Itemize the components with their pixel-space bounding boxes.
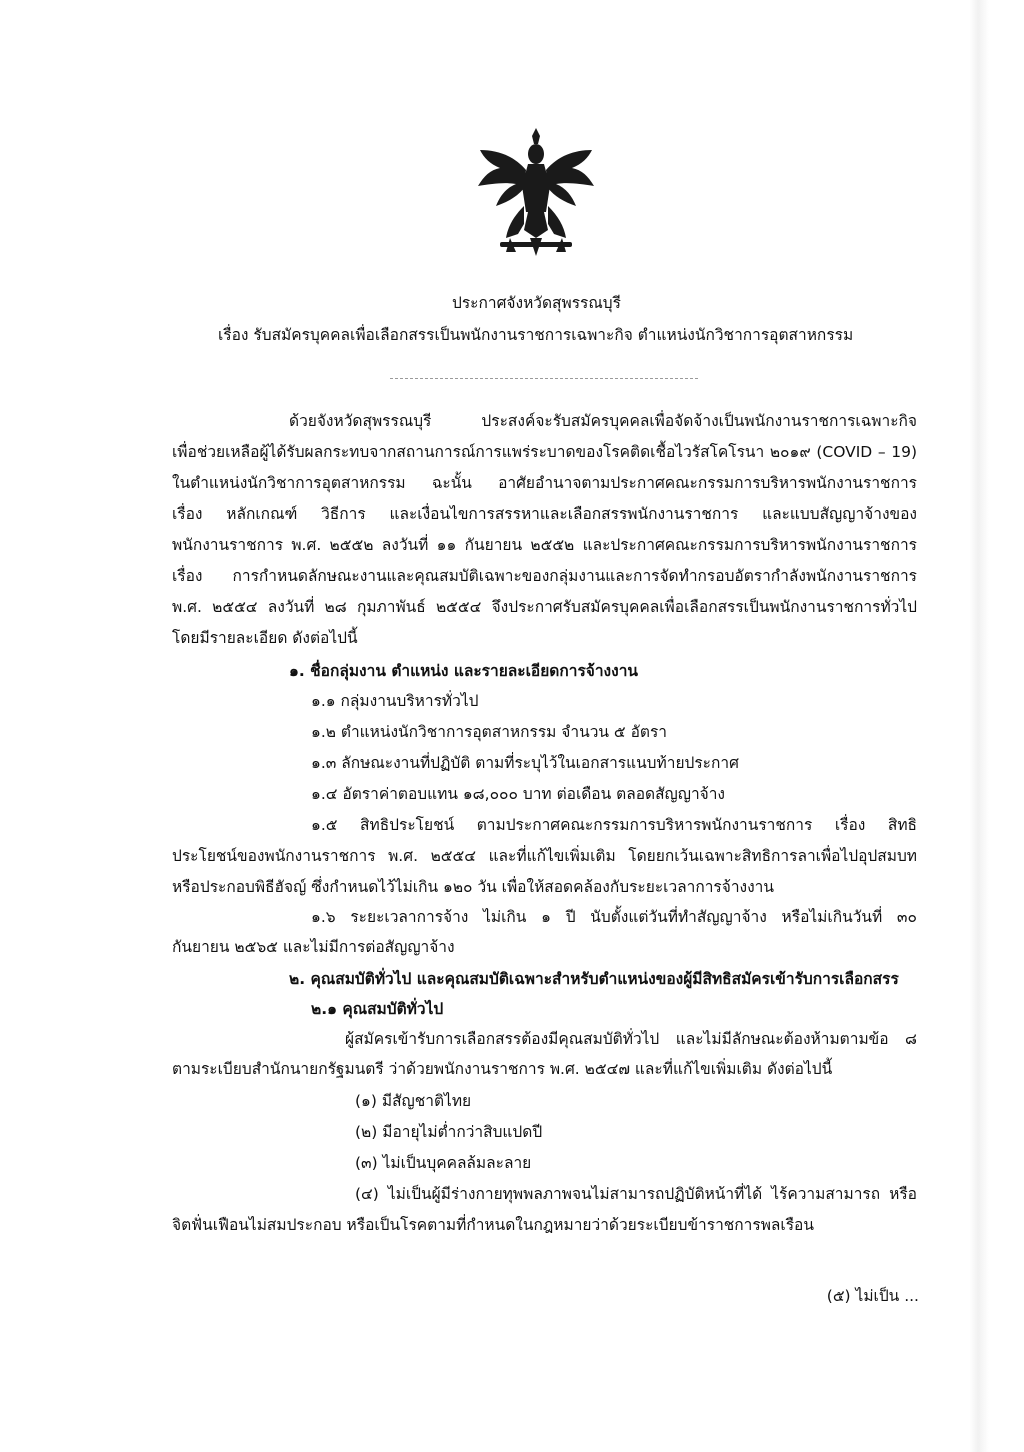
intro-line: เรื่อง หลักเกณฑ์ วิธีการ และเงื่อนไขการสรรหาและเลือกสรรพนักงานราชการ และแบบสัญญาจ้างของ xyxy=(172,505,917,523)
item-1-5-cont: หรือประกอบพิธีฮัจญ์ ซึ่งกำหนดไว้ไม่เกิน ๑๒๐ วัน เพื่อให้สอดคล้องกับระยะเวลาการจ้างงาน xyxy=(172,878,774,896)
item-1-2: ๑.๒ ตำแหน่งนักวิชาการอุตสาหกรรม จำนวน ๕ อัตรา xyxy=(311,723,667,741)
document-title: ประกาศจังหวัดสุพรรณบุรี xyxy=(452,294,621,312)
item-1-6: ๑.๖ ระยะเวลาการจ้าง ไม่เกิน ๑ ปี นับตั้งแต่วันที่ทำสัญญาจ้าง หรือไม่เกินวันที่ ๓๐ xyxy=(311,908,917,926)
intro-line: ด้วยจังหวัดสุพรรณบุรี ประสงค์จะรับสมัครบุคคลเพื่อจัดจ้างเป็นพนักงานราชการเฉพาะกิจ xyxy=(289,412,917,430)
qualification-item: (๒) มีอายุไม่ต่ำกว่าสิบแปดปี xyxy=(355,1123,543,1141)
item-1-5-cont: ประโยชน์ของพนักงานราชการ พ.ศ. ๒๕๕๔ และที่แก้ไขเพิ่มเติม โดยยกเว้นเฉพาะสิทธิการลาเพื่อไปอุปสมบท xyxy=(172,847,917,865)
intro-line: เรื่อง การกำหนดลักษณะงานและคุณสมบัติเฉพาะของกลุ่มงานและการจัดทำกรอบอัตรากำลังพนักงานราชการ xyxy=(172,567,917,585)
item-1-4: ๑.๔ อัตราค่าตอบแทน ๑๘,๐๐๐ บาท ต่อเดือน ตลอดสัญญาจ้าง xyxy=(311,785,726,803)
item-1-1: ๑.๑ กลุ่มงานบริหารทั่วไป xyxy=(311,692,479,710)
page-continuation: (๕) ไม่เป็น ... xyxy=(826,1287,919,1305)
qualification-item: (๑) มีสัญชาติไทย xyxy=(355,1092,472,1110)
intro-line: พนักงานราชการ พ.ศ. ๒๕๕๒ ลงวันที่ ๑๑ กันยายน ๒๕๕๒ และประกาศคณะกรรมการบริหารพนักงานราชการ xyxy=(172,536,917,554)
page-edge-shadow xyxy=(936,0,1024,1452)
item-1-3: ๑.๓ ลักษณะงานที่ปฏิบัติ ตามที่ระบุไว้ในเอกสารแนบท้ายประกาศ xyxy=(311,754,739,772)
item-1-6-cont: กันยายน ๒๕๖๕ และไม่มีการต่อสัญญาจ้าง xyxy=(172,938,455,956)
section-2-1-paragraph: ผู้สมัครเข้ารับการเลือกสรรต้องมีคุณสมบัติทั่วไป และไม่มีลักษณะต้องห้ามตามข้อ ๘ xyxy=(345,1030,917,1048)
qualification-item: (๔) ไม่เป็นผู้มีร่างกายทุพพลภาพจนไม่สามารถปฏิบัติหน้าที่ได้ ไร้ความสามารถ หรือ xyxy=(355,1185,917,1203)
title-divider xyxy=(390,378,698,379)
garuda-emblem-icon xyxy=(470,126,602,258)
section-2-1-paragraph-cont: ตามระเบียบสำนักนายกรัฐมนตรี ว่าด้วยพนักงานราชการ พ.ศ. ๒๕๔๗ และที่แก้ไขเพิ่มเติม ดังต่อไปนี้ xyxy=(172,1060,833,1078)
qualification-item-cont: จิตฟั่นเฟือนไม่สมประกอบ หรือเป็นโรคตามที่กำหนดในกฎหมายว่าด้วยระเบียบข้าราชการพลเรือน xyxy=(172,1216,814,1234)
intro-line: เพื่อช่วยเหลือผู้ได้รับผลกระทบจากสถานการณ์การแพร่ระบาดของโรคติดเชื้อไวรัสโคโรนา ๒๐๑๙ (COVID – 19) xyxy=(172,443,917,461)
item-1-5: ๑.๕ สิทธิประโยชน์ ตามประกาศคณะกรรมการบริหารพนักงานราชการ เรื่อง สิทธิ xyxy=(311,816,917,834)
section-2-1-heading: ๒.๑ คุณสมบัติทั่วไป xyxy=(311,1000,444,1018)
section-2-heading: ๒. คุณสมบัติทั่วไป และคุณสมบัติเฉพาะสำหรับตำแหน่งของผู้มีสิทธิสมัครเข้ารับการเลือกสรร xyxy=(289,970,899,988)
intro-line: โดยมีรายละเอียด ดังต่อไปนี้ xyxy=(172,629,358,647)
section-1-heading: ๑. ชื่อกลุ่มงาน ตำแหน่ง และรายละเอียดการจ้างงาน xyxy=(289,662,638,680)
intro-line: ในตำแหน่งนักวิชาการอุตสาหกรรม ฉะนั้น อาศัยอำนาจตามประกาศคณะกรรมการบริหารพนักงานราชการ xyxy=(172,474,917,492)
qualification-item: (๓) ไม่เป็นบุคคลล้มละลาย xyxy=(355,1154,532,1172)
intro-line: พ.ศ. ๒๕๕๔ ลงวันที่ ๒๘ กุมภาพันธ์ ๒๕๕๔ จึงประกาศรับสมัครบุคคลเพื่อเลือกสรรเป็นพนักงานราชการทั่วไป xyxy=(172,598,917,616)
document-subject: เรื่อง รับสมัครบุคคลเพื่อเลือกสรรเป็นพนักงานราชการเฉพาะกิจ ตำแหน่งนักวิชาการอุตสาหกรรม xyxy=(218,326,854,344)
